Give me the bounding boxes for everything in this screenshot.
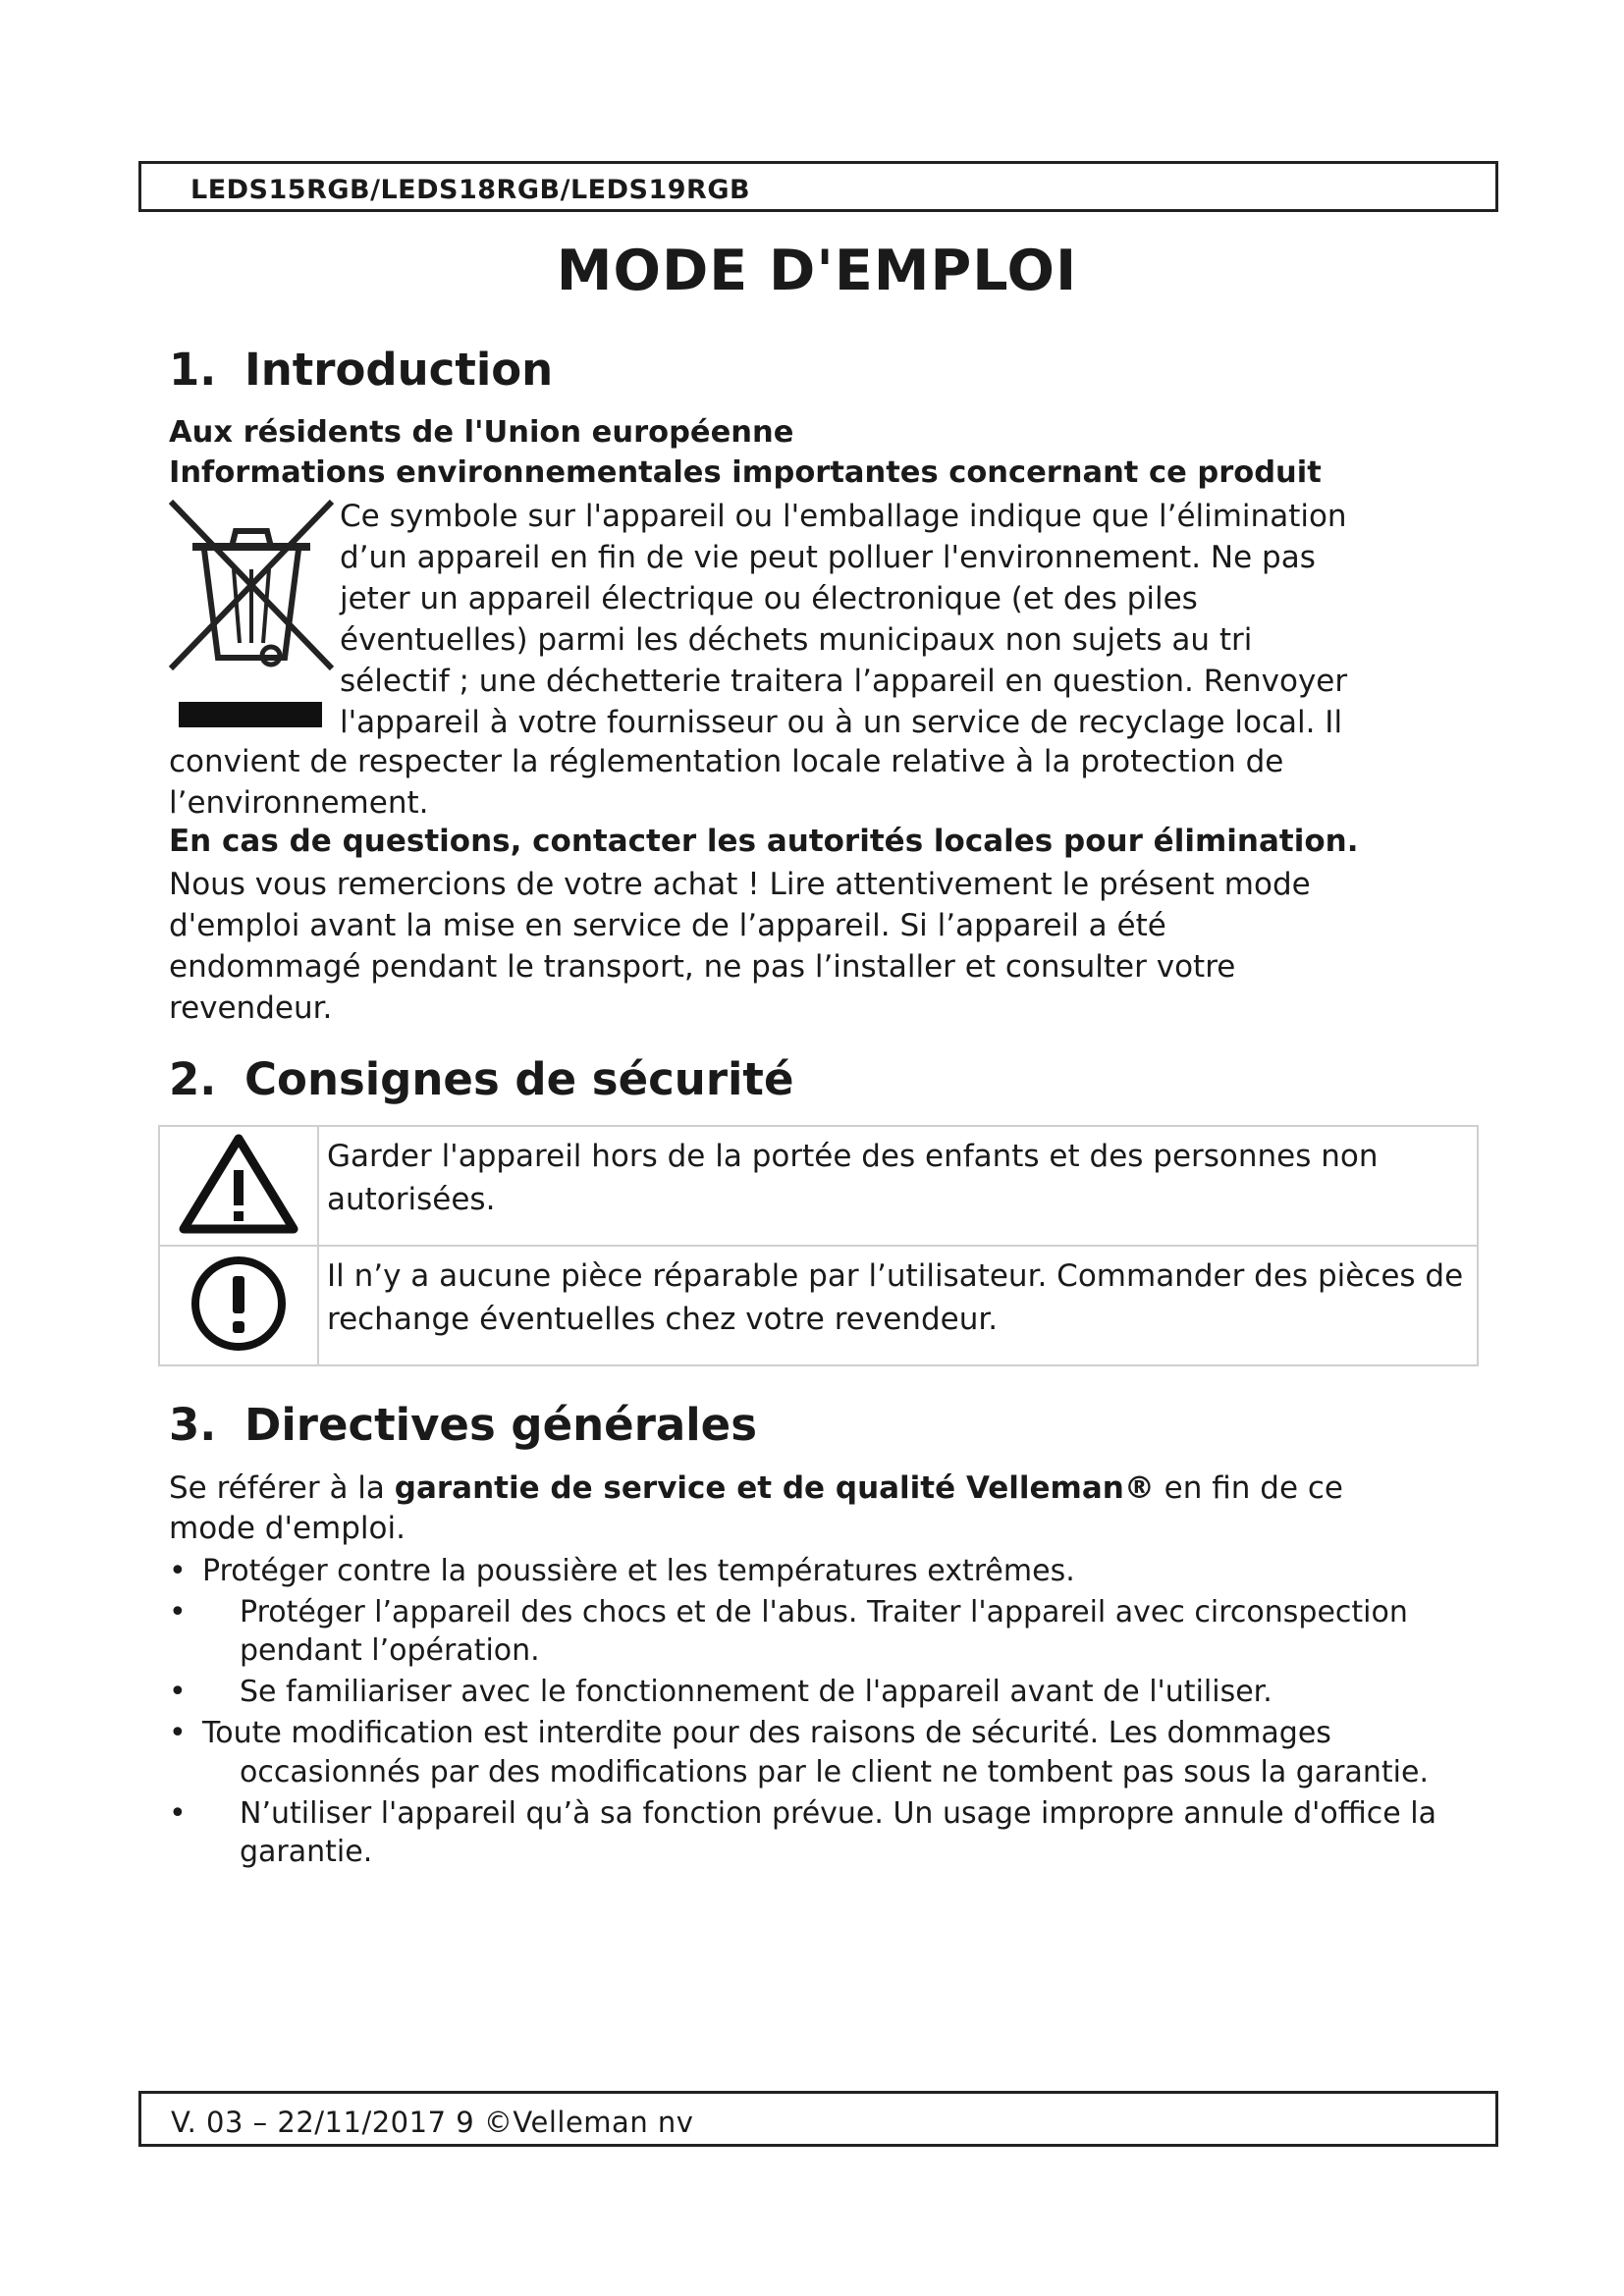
intro-line [169, 1468, 1343, 1509]
safety-icon-cell [159, 1126, 318, 1246]
eu-residents-subheading: Aux résidents de l'Union européenne [169, 415, 794, 450]
section-number: 1. [169, 344, 217, 396]
questions-notice: En cas de questions, contacter les autorités locales pour élimination. [169, 824, 1359, 859]
section-title: Introduction [244, 344, 554, 396]
list-item-text: Toute modification est interdite pour des raisons de sécurité. Les dommages occasionnés par des modifications par le client ne tombent pas sous la garantie. [202, 1716, 1430, 1789]
weee-line: Ce symbole sur l'appareil ou l'emballage indique que l’élimination [340, 499, 1347, 534]
safety-text: Il n’y a aucune pièce réparable par l’utilisateur. Commander des pièces de rechange éventuelles chez votre revendeur. [318, 1246, 1478, 1365]
list-item-text: N’utiliser l'appareil qu’à sa fonction prévue. Un usage impropre annule d'office la garantie. [240, 1796, 1436, 1869]
list-item [169, 1672, 1475, 1712]
weee-line: éventuelles) parmi les déchets municipaux non sujets au tri [340, 622, 1253, 658]
thanks-line: revendeur. [169, 990, 333, 1026]
bullet-dot: • [169, 1716, 187, 1750]
list-item-text: Se familiariser avec le fonctionnement de l'appareil avant de l'utiliser. [240, 1675, 1272, 1709]
footer-text: V. 03 – 22/11/2017 9 ©Velleman nv [171, 2106, 694, 2139]
weee-line: l'appareil à votre fournisseur ou à un service de recyclage local. Il [340, 705, 1343, 740]
exclamation-circle-icon [188, 1253, 290, 1355]
list-item-text: Protéger l’appareil des chocs et de l'abus. Traiter l'appareil avec circonspection pendant l’opération. [240, 1595, 1408, 1668]
bullet-dot: • [169, 1595, 187, 1629]
environment-info-subheading: Informations environnementales importantes concernant ce produit [169, 455, 1322, 490]
weee-line: l’environnement. [169, 785, 429, 821]
thanks-line: d'emploi avant la mise en service de l’appareil. Si l’appareil a été [169, 908, 1166, 943]
safety-row [159, 1246, 1478, 1365]
section-title: Directives générales [244, 1399, 757, 1451]
footer-box [138, 2091, 1498, 2147]
weee-line: d’un appareil en fin de vie peut polluer l'environnement. Ne pas [340, 540, 1316, 575]
weee-text-block [340, 496, 1347, 743]
list-item [169, 1714, 1475, 1792]
intro-line: mode d'emploi. [169, 1511, 406, 1546]
section-heading-introduction [169, 344, 553, 396]
weee-continuation [169, 741, 1283, 824]
list-item [169, 1794, 1475, 1871]
safety-table [158, 1125, 1479, 1366]
thanks-line: endommagé pendant le transport, ne pas l’installer et consulter votre [169, 949, 1236, 985]
bullet-dot: • [169, 1675, 187, 1709]
weee-line: sélectif ; une déchetterie traitera l’appareil en question. Renvoyer [340, 664, 1348, 699]
section-title: Consignes de sécurité [244, 1053, 794, 1105]
list-item-text: Protéger contre la poussière et les températures extrêmes. [202, 1554, 1075, 1588]
safety-icon-cell [159, 1246, 318, 1365]
intro-post: en fin de ce [1154, 1470, 1344, 1506]
bullet-dot: • [169, 1554, 187, 1588]
warning-triangle-icon [178, 1133, 299, 1235]
thanks-line: Nous vous remercions de votre achat ! Lire attentivement le présent mode [169, 867, 1311, 902]
model-label: LEDS15RGB/LEDS18RGB/LEDS19RGB [190, 175, 751, 205]
safety-row [159, 1126, 1478, 1246]
weee-bin-icon [163, 496, 340, 731]
weee-line: jeter un appareil électrique ou électronique (et des piles [340, 581, 1198, 616]
header-box [138, 161, 1498, 212]
bullet-dot: • [169, 1796, 187, 1831]
page-title: MODE D'EMPLOI [556, 239, 1078, 303]
thanks-paragraph [169, 864, 1311, 1029]
intro-pre: Se référer à la [169, 1470, 395, 1506]
weee-line: convient de respecter la réglementation locale relative à la protection de [169, 744, 1284, 779]
list-item [169, 1593, 1475, 1670]
section-heading-guidelines [169, 1399, 757, 1451]
section-heading-safety [169, 1053, 793, 1105]
warranty-reference: garantie de service et de qualité Velleman® [394, 1470, 1155, 1506]
guidelines-intro [169, 1468, 1343, 1549]
section-number: 3. [169, 1399, 217, 1451]
list-item [169, 1551, 1475, 1591]
section-number: 2. [169, 1053, 217, 1105]
safety-text: Garder l'appareil hors de la portée des enfants et des personnes non autorisées. [318, 1126, 1478, 1246]
guidelines-list [169, 1551, 1475, 1871]
